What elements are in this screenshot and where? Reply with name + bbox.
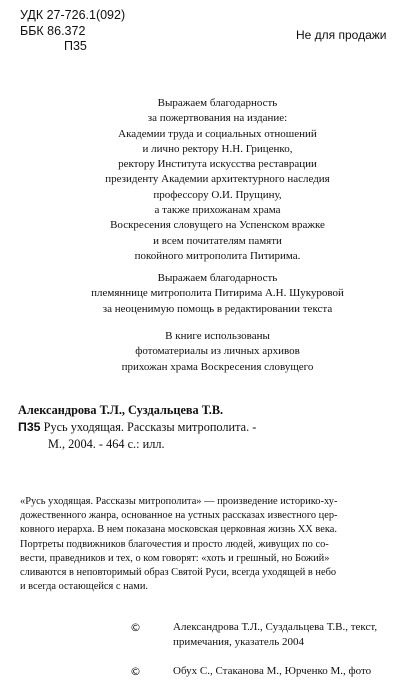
- ack1-line: президенту Академии архитектурного наследия: [105, 173, 330, 186]
- author-index-code: П35: [64, 39, 87, 53]
- annotation-line: дожественного жанра, основанное на устных рассказах известного цер-: [20, 510, 338, 522]
- acknowledgment-editing: [40, 271, 395, 317]
- book-imprint: М., 2004. - 464 с.: илл.: [48, 437, 165, 451]
- copyright-holder-photo: [173, 664, 371, 679]
- ack1-line: за пожертвования на издание:: [147, 112, 288, 125]
- annotation-line: и всегда остающейся с нами.: [20, 581, 148, 593]
- ack1-line: и всем почитателям памяти: [153, 234, 282, 247]
- copyright-line: Обух С., Стаканова М., Юрченко М., фото: [173, 665, 372, 677]
- ack1-line: покойного митрополита Питирима.: [134, 249, 301, 262]
- copyright-line: примечания, указатель 2004: [173, 636, 305, 648]
- ack2-line: племяннице митрополита Питирима А.Н. Шукуровой: [91, 287, 344, 300]
- ack2-line: Выражаем благодарность: [157, 272, 278, 284]
- ack1-line: профессору О.И. Прущину,: [153, 188, 282, 201]
- bibliographic-record: [18, 402, 256, 453]
- ack2-line: за неоценимую помощь в редактировании текста: [102, 302, 333, 315]
- copyright-line: Александрова Т.Л., Суздальцева Т.В., текст,: [173, 621, 378, 633]
- annotation-line: Портреты подвижников благочестия и просто людей, живущих по со-: [20, 538, 329, 550]
- annotation-line: сливаются в неповторимый образ Святой Руси, всегда уходящей в небо: [20, 567, 337, 579]
- annotation-line: «Русь уходящая. Рассказы митрополита» — произведение историко-ху-: [20, 496, 338, 507]
- photo-credits-note: [40, 329, 395, 375]
- copyright-icon: ©: [130, 665, 141, 678]
- ack1-line: Выражаем благодарность: [157, 97, 278, 109]
- ack1-line: ректору Института искусства реставрации: [118, 158, 317, 171]
- acknowledgment-donations: [40, 96, 395, 264]
- ack1-line: Воскресения словущего на Успенском вражке: [110, 219, 325, 232]
- ack1-line: Академии труда и социальных отношений: [118, 127, 317, 140]
- not-for-sale-label: Не для продажи: [296, 28, 387, 42]
- annotation-line: ковного иерарха. В нем показана московская церковная жизнь XX века.: [20, 524, 337, 536]
- record-index-code: П35: [18, 420, 41, 434]
- copyright-holder-text: [173, 620, 377, 650]
- bbk-code: ББК 86.372: [20, 23, 86, 38]
- annotation-line: вести, праведников и тех, о ком говорят: «хоть и грешный, но Божий»: [20, 552, 330, 564]
- photo-note-line: фотоматериалы из личных архивов: [135, 345, 300, 358]
- photo-note-line: прихожан храма Воскресения словущего: [121, 360, 314, 373]
- book-annotation: [20, 495, 405, 594]
- book-title-line: [18, 419, 256, 436]
- ack1-line: и лично ректору Н.Н. Гриценко,: [142, 142, 293, 155]
- ack1-line: а также прихожанам храма: [154, 204, 281, 217]
- classification-codes: [20, 8, 125, 55]
- udk-code: УДК 27-726.1(092): [20, 8, 126, 22]
- photo-note-line: В книге использованы: [165, 330, 270, 342]
- copyright-icon: ©: [130, 621, 141, 634]
- book-title: Русь уходящая. Рассказы митрополита. -: [43, 420, 257, 434]
- book-authors: Александрова Т.Л., Суздальцева Т.В.: [18, 403, 224, 417]
